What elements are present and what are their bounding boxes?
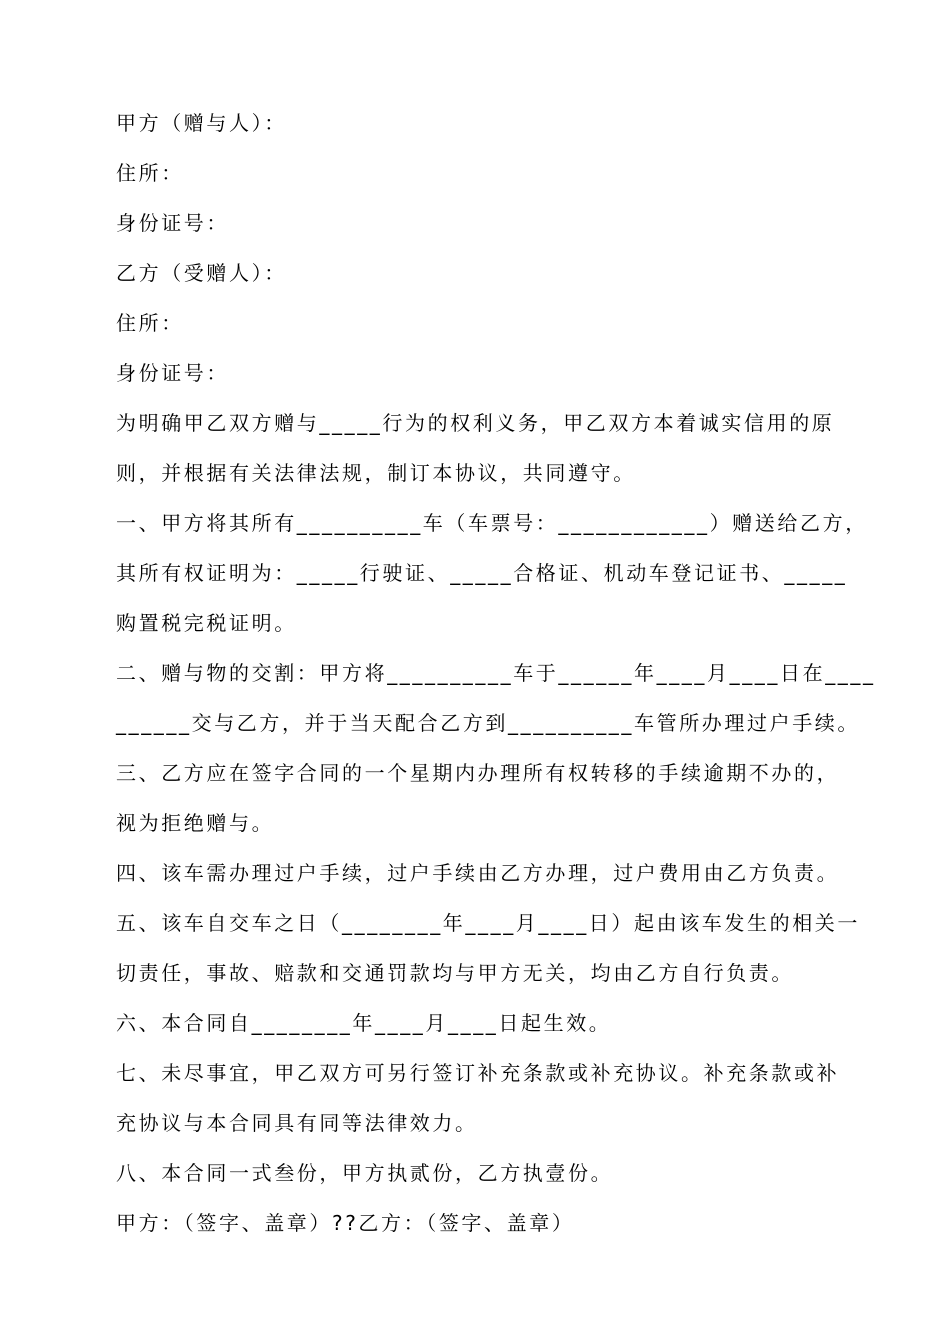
clause-6: 六、本合同自________年____月____日起生效。 (116, 1011, 612, 1035)
clause-2-line-2: ______交与乙方，并于当天配合乙方到__________车管所办理过户手续。 (116, 711, 860, 735)
document-page (116, 98, 876, 1248)
clause-3-line-1: 三、乙方应在签字合同的一个星期内办理所有权转移的手续逾期不办的， (116, 761, 840, 785)
clause-4: 四、该车需办理过户手续，过户手续由乙方办理，过户费用由乙方负责。 (116, 861, 840, 885)
clause-1-line-2: 其所有权证明为：_____行驶证、_____合格证、机动车登记证书、_____ (116, 561, 848, 585)
clause-5-line-1: 五、该车自交车之日（________年____月____日）起由该车发生的相关一 (116, 911, 860, 935)
signature-line: 甲方：（签字、盖章）??乙方：（签字、盖章） (116, 1211, 575, 1235)
party-b-label: 乙方（受赠人）： (116, 261, 287, 285)
party-a-id-number: 身份证号： (116, 211, 229, 235)
clause-3-line-2: 视为拒绝赠与。 (116, 811, 275, 835)
party-a-address: 住所： (116, 161, 184, 185)
preamble-line-1: 为明确甲乙双方赠与_____行为的权利义务，甲乙双方本着诚实信用的原 (116, 411, 835, 435)
clause-2-line-1: 二、赠与物的交割：甲方将__________车于______年____月____日在____ (116, 661, 876, 685)
party-b-address: 住所： (116, 311, 184, 335)
clause-5-line-2: 切责任，事故、赔款和交通罚款均与甲方无关，均由乙方自行负责。 (116, 961, 794, 985)
clause-8: 八、本合同一式叁份，甲方执贰份，乙方执壹份。 (116, 1161, 614, 1185)
party-b-id-number: 身份证号： (116, 361, 229, 385)
clause-7-line-1: 七、未尽事宜，甲乙双方可另行签订补充条款或补充协议。补充条款或补 (116, 1061, 840, 1085)
preamble-line-2: 则，并根据有关法律法规，制订本协议，共同遵守。 (116, 461, 636, 485)
clause-1-line-1: 一、甲方将其所有__________车（车票号：____________）赠送给乙方， (116, 511, 868, 535)
clause-7-line-2: 充协议与本合同具有同等法律效力。 (116, 1111, 478, 1135)
clause-1-line-3: 购置税完税证明。 (116, 611, 297, 635)
party-a-label: 甲方（赠与人）： (116, 111, 287, 135)
